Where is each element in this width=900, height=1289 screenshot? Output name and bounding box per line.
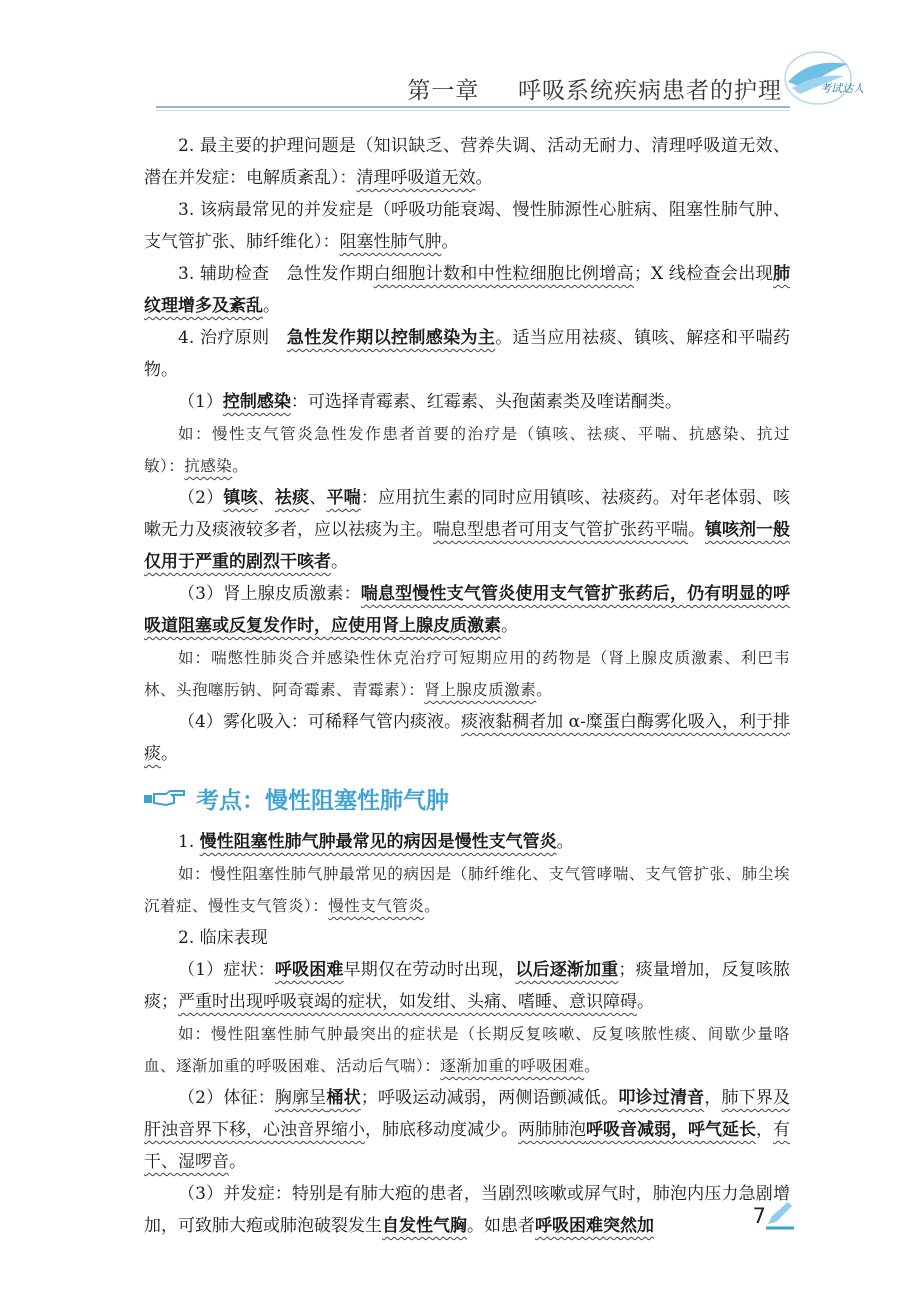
chapter-number: 第一章 xyxy=(407,78,480,104)
section-heading xyxy=(144,776,790,820)
main-content xyxy=(144,130,790,1242)
answer: 阻塞性肺气肿 xyxy=(339,232,442,252)
example-question: 如：慢性阻塞性肺气肿最常见的病因是（肺纤维化、支气管哮喘、支气管扩张、肺尘埃沉着症、慢性支气管炎）：慢性支气管炎。 xyxy=(144,865,790,915)
header-rule-thin xyxy=(156,110,790,111)
pencil-icon xyxy=(764,1198,796,1230)
header-rule xyxy=(156,106,790,108)
paragraph: （3）肾上腺皮质激素：喘息型慢性支气管炎使用支气管扩张药后，仍有明显的呼吸道阻塞或反复发作时，应使用肾上腺皮质激素。 xyxy=(144,584,790,636)
running-head xyxy=(407,72,782,105)
answer: 肾上腺皮质激素 xyxy=(424,681,537,699)
paragraph: 2. 最主要的护理问题是（知识缺乏、营养失调、活动无耐力、清理呼吸道无效、潜在并发症：电解质紊乱）：清理呼吸道无效。 xyxy=(144,136,790,188)
example-question: 如：慢性阻塞性肺气肿最突出的症状是（长期反复咳嗽、反复咳脓性痰、间歇少量咯血、逐渐加重的呼吸困难、活动后气喘）：逐渐加重的呼吸困难。 xyxy=(144,1025,790,1075)
pointing-hand-icon xyxy=(144,787,186,809)
paragraph: （4）雾化吸入：可稀释气管内痰液。痰液黏稠者加 α-糜蛋白酶雾化吸入，利于排痰。 xyxy=(144,712,790,764)
paragraph: （1）控制感染：可选择青霉素、红霉素、头孢菌素类及喹诺酮类。 xyxy=(178,392,682,412)
logo-icon xyxy=(782,48,864,108)
paragraph: 1. 慢性阻塞性肺气肿最常见的病因是慢性支气管炎。 xyxy=(178,832,574,852)
answer: 清理呼吸道无效 xyxy=(356,168,476,188)
paragraph: （2）体征：胸廓呈桶状；呼吸运动减弱，两侧语颤减低。叩诊过清音，肺下界及肝浊音界下移，心浊音界缩小，肺底移动度减少。两肺肺泡呼吸音减弱，呼气延长，有干、湿啰音。 xyxy=(144,1088,791,1172)
paragraph: （1）症状：呼吸困难早期仅在劳动时出现，以后逐渐加重；痰量增加，反复咳脓痰；严重时出现呼吸衰竭的症状，如发绀、头痛、嗜睡、意识障碍。 xyxy=(144,960,791,1012)
example-question: 如：喘憋性肺炎合并感染性休克治疗可短期应用的药物是（肾上腺皮质激素、利巴韦林、头孢噻肟钠、阿奇霉素、青霉素）：肾上腺皮质激素。 xyxy=(144,649,790,699)
chapter-title: 呼吸系统疾病患者的护理 xyxy=(518,78,782,104)
answer: 抗感染 xyxy=(184,457,233,475)
paragraph: （2）镇咳、祛痰、平喘：应用抗生素的同时应用镇咳、祛痰药。对年老体弱、咳嗽无力及痰液较多者，应以祛痰为主。喘息型患者可用支气管扩张药平喘。镇咳剂一般仅用于严重的剧烈干咳者。 xyxy=(144,488,791,572)
answer: 逐渐加重的呼吸困难 xyxy=(440,1057,585,1075)
paragraph: （3）并发症：特别是有肺大疱的患者，当剧烈咳嗽或屏气时，肺泡内压力急剧增加，可致肺大疱或肺泡破裂发生自发性气胸。如患者呼吸困难突然加 xyxy=(144,1184,790,1236)
page-number: 7 xyxy=(752,1204,766,1228)
page-header xyxy=(0,0,900,112)
example-question: 如：慢性支气管炎急性发作患者首要的治疗是（镇咳、祛痰、平喘、抗感染、抗过敏）：抗感染。 xyxy=(144,425,790,475)
section-title: 考点：慢性阻塞性肺气肿 xyxy=(196,787,449,814)
answer: 慢性支气管炎 xyxy=(328,897,425,915)
paragraph: 3. 辅助检查 急性发作期白细胞计数和中性粒细胞比例增高；X 线检查会出现肺纹理增多及紊乱。 xyxy=(144,264,790,316)
paragraph: 4. 治疗原则 急性发作期以控制感染为主。适当应用祛痰、镇咳、解痉和平喘药物。 xyxy=(144,328,791,380)
paragraph: 3. 该病最常见的并发症是（呼吸功能衰竭、慢性肺源性心脏病、阻塞性肺气肿、支气管扩张、肺纤维化）：阻塞性肺气肿。 xyxy=(144,200,790,252)
paragraph: 2. 临床表现 xyxy=(178,928,268,948)
logo-text: 考试达人 xyxy=(820,82,864,95)
